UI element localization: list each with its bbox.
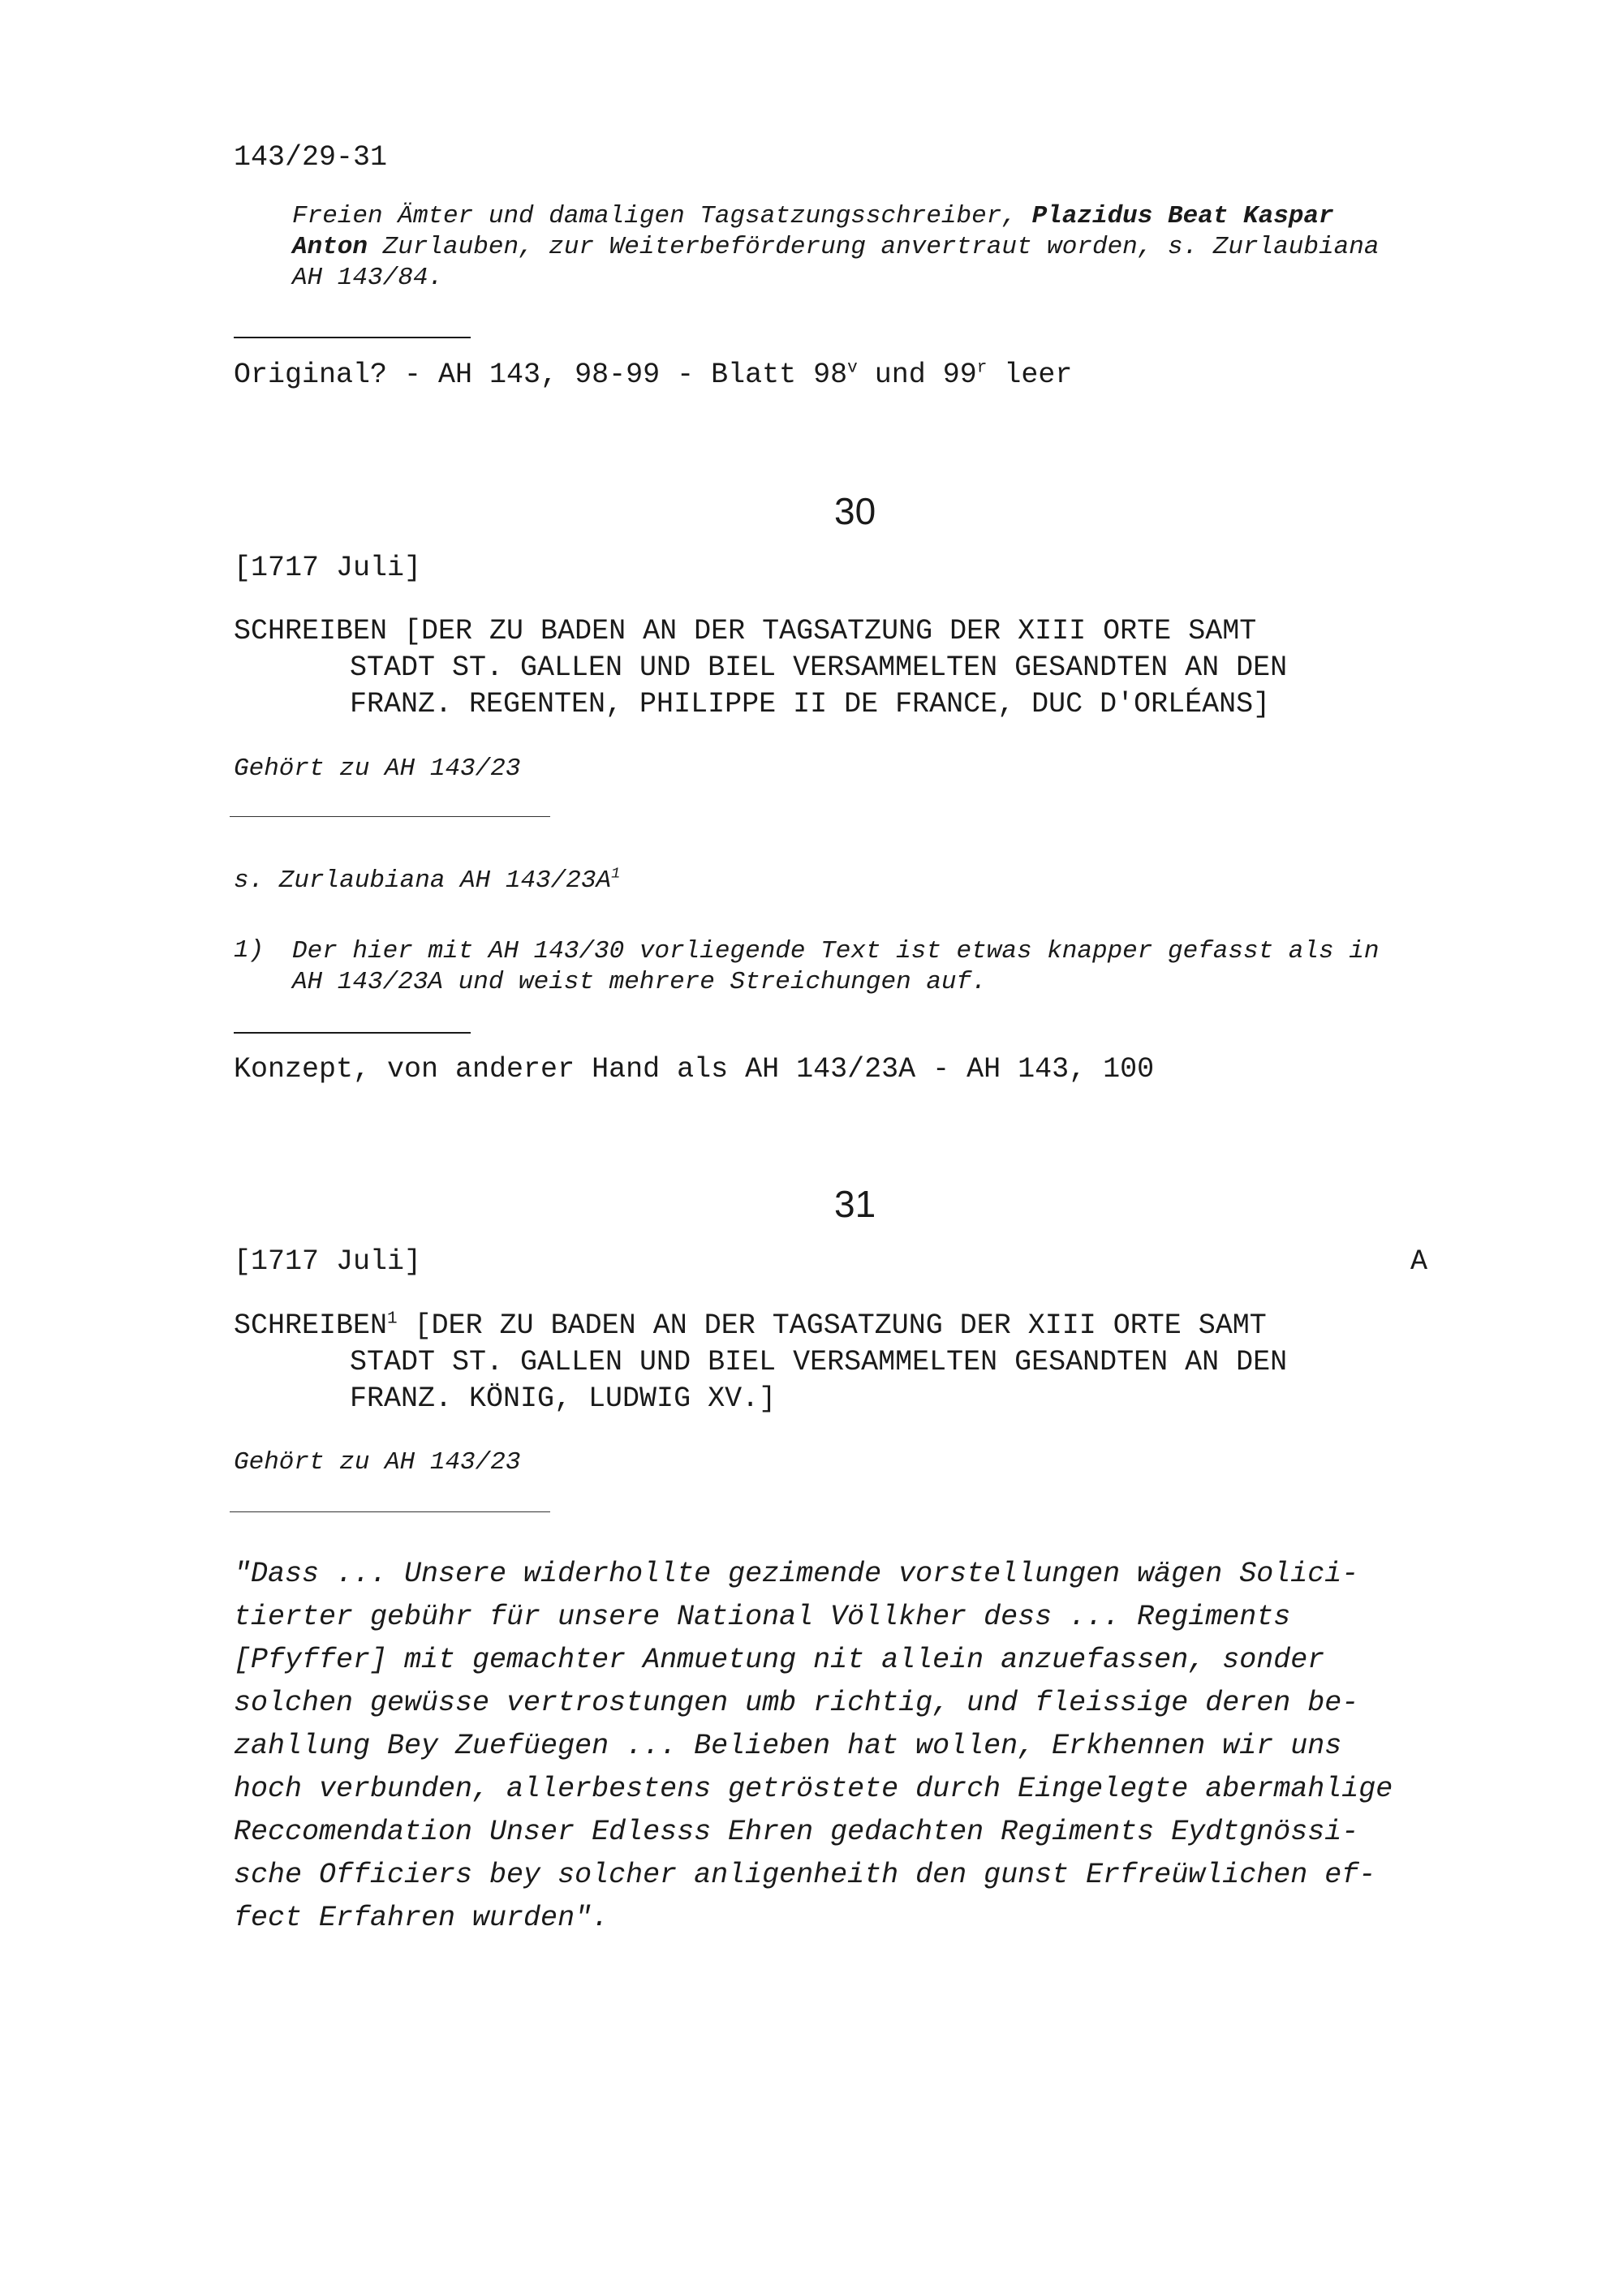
document-number-30: 30 [834,490,876,532]
person-name-part1: Plazidus Beat Kaspar [1031,202,1334,230]
quote-line: "Dass ... Unsere widerhollte gezimende vorstellungen wägen Solici- [234,1558,1359,1590]
document-31-variant: A [1410,1245,1428,1278]
document-31-title [234,1308,1287,1417]
source-29-text: Original? - AH 143, 98-99 - Blatt 98 [234,359,848,391]
title-line: SCHREIBEN [DER ZU BADEN AN DER TAGSATZUNG DER XIII ORTE SAMT [234,615,1257,647]
title-line: STADT ST. GALLEN UND BIEL VERSAMMELTEN GESANDTEN AN DEN [350,1346,1288,1378]
divider [230,1511,550,1512]
document-31-belongs-to: Gehört zu AH 143/23 [234,1448,521,1477]
quote-line: fect Erfahren wurden". [234,1902,609,1934]
footnote-text [292,936,1379,998]
title-line: FRANZ. REGENTEN, PHILIPPE II DE FRANCE, DUC D'ORLÉANS] [350,688,1271,720]
source-29-text-mid: und 99 [857,359,977,391]
footnote-marker: 1 [387,1309,398,1329]
reference-text: s. Zurlaubiana AH 143/23A [234,866,612,895]
quote-line: Reccomendation Unser Edlesss Ehren gedachten Regiments Eydtgnössi- [234,1816,1359,1848]
document-30-source: Konzept, von anderer Hand als AH 143/23A - AH 143, 100 [234,1053,1155,1086]
divider [234,1032,471,1034]
quotation-block [234,1553,1393,1940]
footnote-number: 1) [234,936,265,965]
document-30-title [234,613,1287,723]
page-reference: 143/29-31 [234,141,388,174]
document-30-date: [1717 Juli] [234,552,422,584]
quote-line: sche Officiers bey solcher anligenheith den gunst Erfreüwlichen ef- [234,1859,1376,1891]
recto-superscript: r [976,359,988,378]
continuation-line2-text: Zurlauben, zur Weiterbeförderung anvertraut worden, s. Zurlaubiana [368,233,1380,261]
document-30-reference [234,866,620,895]
title-line-rest: [DER ZU BADEN AN DER TAGSATZUNG DER XIII ORTE SAMT [397,1309,1267,1342]
continuation-paragraph [292,201,1493,294]
title-line: STADT ST. GALLEN UND BIEL VERSAMMELTEN GESANDTEN AN DEN [350,651,1288,684]
source-line-29 [234,359,1072,391]
quote-line: solchen gewüsse vertrostungen umb richtig, und fleissige deren be- [234,1687,1359,1719]
footnote-marker: 1 [611,865,621,883]
continuation-line3: AH 143/84. [292,264,444,292]
title-line [234,1308,1287,1344]
continuation-line1-text: Freien Ämter und damaligen Tagsatzungsschreiber, [292,202,1032,230]
person-name-part2: Anton [292,233,368,261]
source-29-text-end: leer [987,359,1073,391]
divider [234,337,471,338]
quote-line: tierter gebühr für unsere National Völlkher dess ... Regiments [234,1601,1291,1633]
document-30-belongs-to: Gehört zu AH 143/23 [234,755,521,783]
footnote-line: Der hier mit AH 143/30 vorliegende Text ist etwas knapper gefasst als in [292,937,1380,965]
document-31-date: [1717 Juli] [234,1245,422,1278]
quote-line: [Pfyffer] mit gemachter Anmuetung nit allein anzuefassen, sonder [234,1644,1325,1676]
title-first-word: SCHREIBEN [234,1309,388,1342]
verso-superscript: v [847,359,858,378]
title-line: FRANZ. KÖNIG, LUDWIG XV.] [350,1382,777,1415]
divider [230,816,550,817]
quote-line: zahllung Bey Zuefüegen ... Belieben hat wollen, Erkhennen wir uns [234,1730,1342,1762]
quote-line: hoch verbunden, allerbestens getröstete durch Eingelegte abermahlige [234,1773,1393,1805]
document-number-31: 31 [834,1183,876,1225]
footnote-line: AH 143/23A und weist mehrere Streichungen auf. [292,968,987,996]
